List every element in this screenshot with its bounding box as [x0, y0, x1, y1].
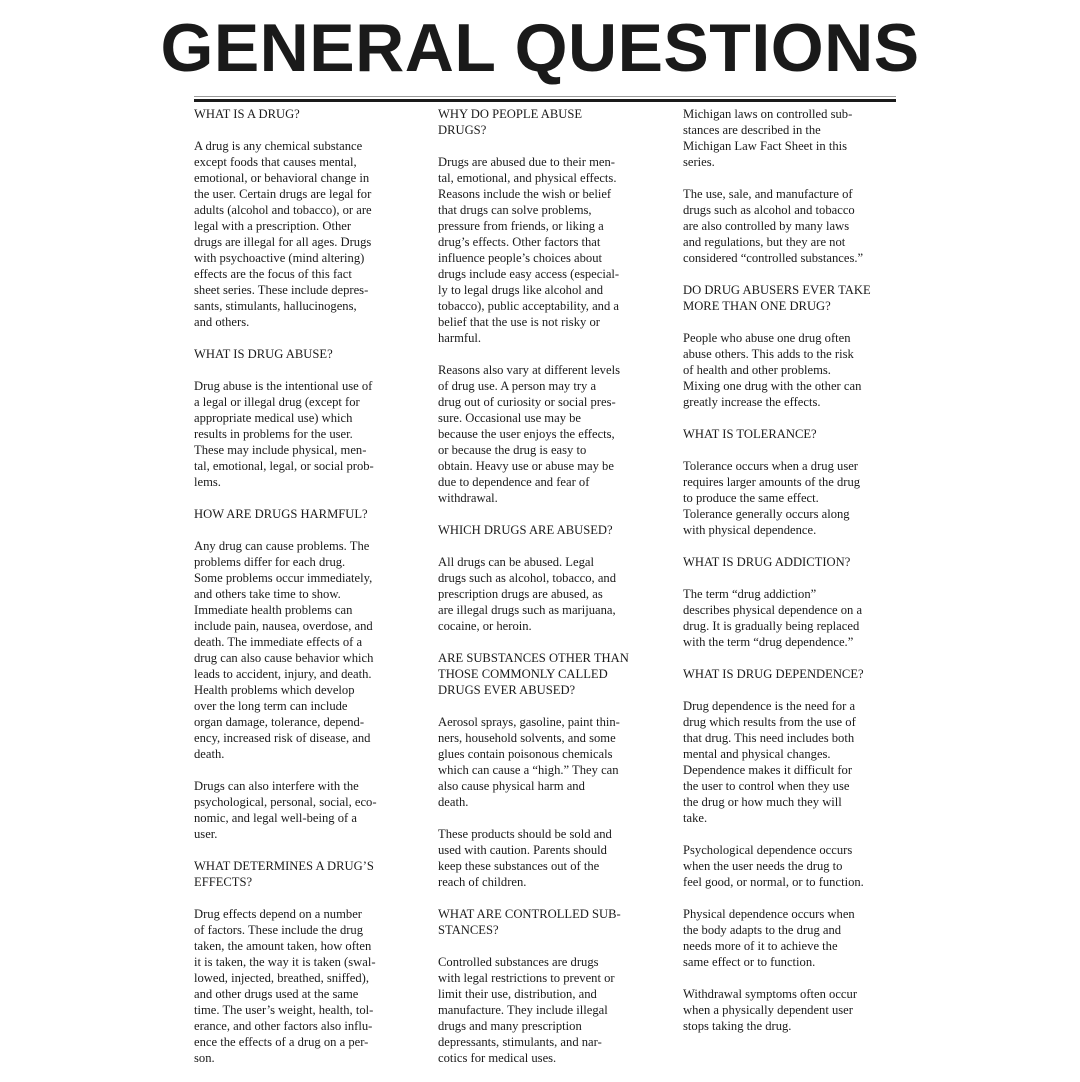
section-heading: WHAT ARE CONTROLLED SUB- STANCES?	[438, 907, 621, 937]
text-column-2	[438, 106, 674, 1082]
section-heading: DO DRUG ABUSERS EVER TAKE MORE THAN ONE DRUG?	[683, 283, 871, 313]
paragraph: Drug abuse is the intentional use of a legal or illegal drug (except for appropriate medical use) which results in problems for the user. These may include physical, men- tal, emotional, legal, or social prob- lems.	[194, 379, 374, 489]
section-heading: WHAT IS DRUG ADDICTION?	[683, 555, 851, 569]
paragraph: These products should be sold and used with caution. Parents should keep these substances out of the reach of children.	[438, 827, 612, 889]
paragraph: People who abuse one drug often abuse others. This adds to the risk of health and other problems. Mixing one drug with the other can greatly increase the effects.	[683, 331, 862, 409]
paragraph: Drugs are abused due to their men- tal, emotional, and physical effects. Reasons include the wish or belief that drugs can solve problems, pressure from friends, or liking a drug’s effects. Other factors that influence people’s choices about drugs include easy access (especial- ly to legal drugs like alcohol and tobacco), public acceptability, and a belief that the use is not risky or harmful.	[438, 155, 620, 345]
paragraph: Withdrawal symptoms often occur when a physically dependent user stops taking the drug.	[683, 987, 858, 1033]
paragraph: A drug is any chemical substance except foods that causes mental, emotional, or behavioral change in the user. Certain drugs are legal for adults (alcohol and tobacco), or are legal with a prescription. Other drugs are illegal for all ages. Drugs with psychoactive (mind altering) effects are the focus of this fact sheet series. These include depres- sants, stimulants, hallucinogens, and others.	[194, 139, 372, 329]
section-heading: WHY DO PEOPLE ABUSE DRUGS?	[438, 107, 583, 137]
paragraph: Tolerance occurs when a drug user requires larger amounts of the drug to produce the same effect. Tolerance generally occurs along with physical dependence.	[683, 459, 861, 537]
text-column-3	[683, 106, 919, 1050]
section-heading: WHICH DRUGS ARE ABUSED?	[438, 523, 613, 537]
paragraph: Psychological dependence occurs when the user needs the drug to feel good, or normal, or to function.	[683, 843, 864, 889]
paragraph: Michigan laws on controlled sub- stances are described in the Michigan Law Fact Sheet in this series.	[683, 107, 853, 169]
section-heading: HOW ARE DRUGS HARMFUL?	[194, 507, 368, 521]
paragraph: The use, sale, and manufacture of drugs such as alcohol and tobacco are also controlled by many laws and regulations, but they are not considered “controlled substances.”	[683, 187, 864, 265]
paragraph: Drug dependence is the need for a drug which results from the use of that drug. This need includes both mental and physical changes. Dependence makes it difficult for the user to control when they use the drug or how much they will take.	[683, 699, 856, 825]
section-heading: WHAT IS A DRUG?	[194, 107, 300, 121]
section-heading: ARE SUBSTANCES OTHER THAN THOSE COMMONLY CALLED DRUGS EVER ABUSED?	[438, 651, 629, 697]
paragraph: Aerosol sprays, gasoline, paint thin- ners, household solvents, and some glues contain poisonous chemicals which can cause a “high.” They can also cause physical harm and death.	[438, 715, 620, 809]
section-heading: WHAT IS DRUG DEPENDENCE?	[683, 667, 864, 681]
text-column-1	[194, 106, 430, 1082]
page-title: GENERAL QUESTIONS	[160, 10, 920, 86]
section-heading: WHAT DETERMINES A DRUG’S EFFECTS?	[194, 859, 374, 889]
section-heading: WHAT IS DRUG ABUSE?	[194, 347, 333, 361]
paragraph: Physical dependence occurs when the body adapts to the drug and needs more of it to achieve the same effect or to function.	[683, 907, 855, 969]
header-rule-thick	[194, 99, 896, 102]
paragraph: Any drug can cause problems. The problems differ for each drug. Some problems occur immediately, and others take time to show. Immediate health problems can include pain, nausea, overdose, and death. The immediate effects of a drug can also cause behavior which leads to accident, injury, and death. Health problems which develop over the long term can include organ damage, tolerance, depend- ency, increased risk of disease, and death.	[194, 539, 374, 761]
paragraph: All drugs can be abused. Legal drugs such as alcohol, tobacco, and prescription drugs are abused, as are illegal drugs such as marijuana, cocaine, or heroin.	[438, 555, 617, 633]
paragraph: Drug effects depend on a number of factors. These include the drug taken, the amount taken, how often it is taken, the way it is taken (swal- lowed, injected, breathed, sniffed), and other drugs used at the same time. The user’s weight, health, tol- erance, and other factors also influ- ence the effects of a drug on a per- son.	[194, 907, 376, 1065]
paragraph: Drugs can also interfere with the psychological, personal, social, eco- nomic, and legal well-being of a user.	[194, 779, 377, 841]
paragraph: The term “drug addiction” describes physical dependence on a drug. It is gradually being replaced with the term “drug dependence.”	[683, 587, 863, 649]
paragraph: Controlled substances are drugs with legal restrictions to prevent or limit their use, distribution, and manufacture. They include illegal drugs and many prescription depressants, stimulants, and nar- cotics for medical uses.	[438, 955, 615, 1065]
header-rule-thin	[194, 96, 896, 97]
paragraph: Reasons also vary at different levels of drug use. A person may try a drug out of curiosity or social pres- sure. Occasional use may be because the user enjoys the effects, or because the drug is easy to obtain. Heavy use or abuse may be due to dependence and fear of withdrawal.	[438, 363, 620, 505]
section-heading: WHAT IS TOLERANCE?	[683, 427, 817, 441]
